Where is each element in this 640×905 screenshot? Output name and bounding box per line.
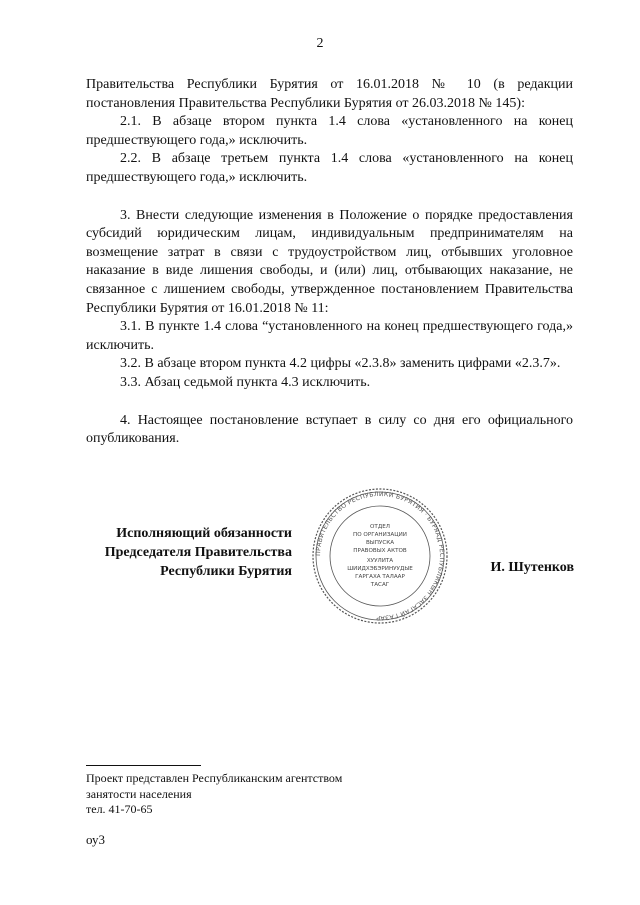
document-body <box>86 76 573 449</box>
signatory-title <box>86 524 292 581</box>
footnote-line: Проект представлен Республиканским агентством <box>86 771 343 785</box>
paragraph-2-2: 2.2. В абзаце третьем пункта 1.4 слова «установленного на конец предшествующего года,» исключить. <box>86 151 573 185</box>
seal-inner-text: ВЫПУСКА <box>365 540 395 546</box>
signatory-title-line: Председателя Правительства <box>104 545 292 560</box>
signatory-title-line: Исполняющий обязанности <box>116 526 292 541</box>
seal-inner-text: ПРАВОВЫХ АКТОВ <box>353 548 407 554</box>
paragraph-4: 4. Настоящее постановление вступает в силу со дня его официального опубликования. <box>86 412 573 447</box>
seal-inner-text: ХУУЛИТА <box>366 558 394 564</box>
paragraph-2-1: 2.1. В абзаце втором пункта 1.4 слова «установлeнного на конец предшествующего года,» исключить. <box>86 114 573 148</box>
seal-ring-text: ПРАВИТЕЛЬСТВО РЕСПУБЛИКИ БУРЯТИЯ · БУРЯАД РЕСПУБЛИКЫН ЗАСАГАЙ ГАЗАР <box>314 490 446 622</box>
document-code: оу3 <box>86 832 106 847</box>
seal-inner-text: ШИИДХЭБЭРИНУУДЫЕ <box>347 566 413 572</box>
signatory-title-line: Республики Бурятия <box>160 564 292 579</box>
footnote <box>86 771 342 818</box>
seal-inner-text: ОТДЕЛ <box>370 524 390 530</box>
footnote-line: занятости населения <box>86 786 192 801</box>
seal-inner-text: ТАСАГ <box>370 582 390 588</box>
footnote-line: тел. 41-70-65 <box>86 802 153 816</box>
page-number: 2 <box>316 36 324 51</box>
paragraph-3-2: 3.2. В абзаце втором пункта 4.2 цифры «2.3.8» заменить цифрами «2.3.7». <box>120 356 561 372</box>
paragraph-intro: Правительства Республики Бурятия от 16.01.2018 № 10 (в редакции постановления Правительства Республики Бурятия от 26.03.2018 № 145): <box>86 77 573 111</box>
seal-inner-text: ПО ОРГАНИЗАЦИИ <box>353 532 407 538</box>
paragraph-3: 3. Внести следующие изменения в Положение о порядке предоставления субсидий юридическим лицам, индивидуальным предпринимателям на возмещение затрат в связи с трудоустройством лиц, отбывших уголовное наказание в виде лишения свободы, и (или) лиц, отбывающих наказание, не связанное с лишением свободы, утвержденное постановлением Правительства Республики Бурятия от 16.01.2018 № 11: <box>86 207 573 316</box>
seal-inner-text: ГАРГАХА ТАЛААР <box>355 574 405 580</box>
signatory-name: И. Шутенков <box>490 560 574 575</box>
official-seal <box>310 486 450 626</box>
paragraph-3-1: 3.1. В пункте 1.4 слова “установленного на конец предшествующего года,» исключить. <box>86 319 573 353</box>
footnote-divider <box>86 765 201 766</box>
paragraph-3-3: 3.3. Абзац седьмой пункта 4.3 исключить. <box>120 374 371 390</box>
